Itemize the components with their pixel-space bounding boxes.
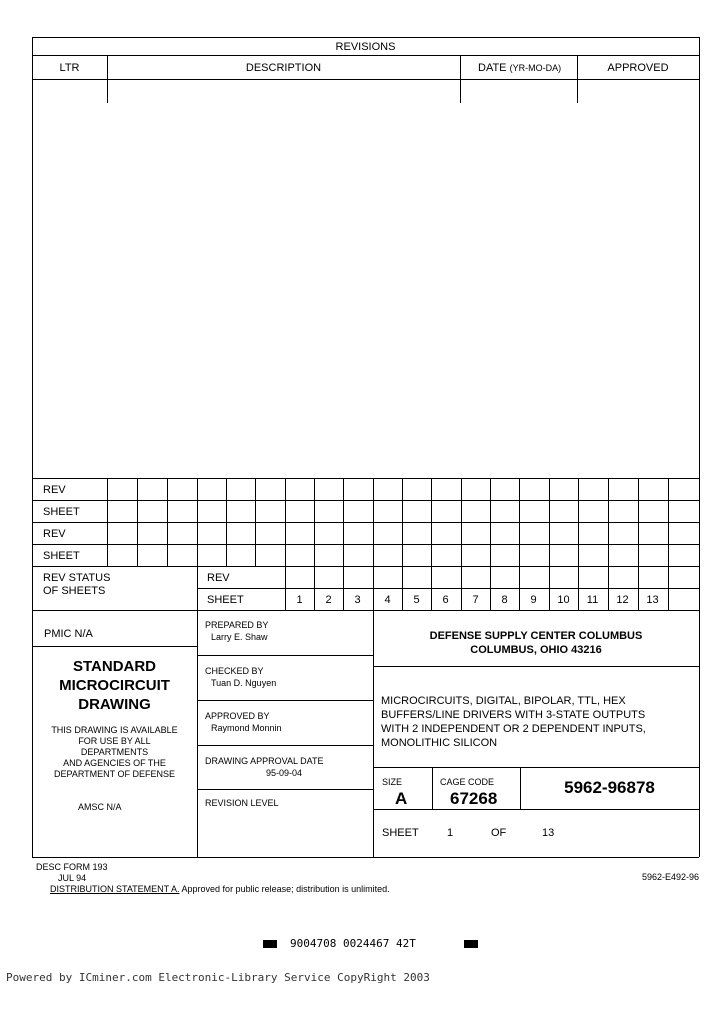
col-date-format: (YR-MO-DA) — [509, 63, 562, 73]
col-date-header — [478, 62, 561, 74]
sheet-number-cell: 8 — [501, 594, 508, 606]
form-date: JUL 94 — [58, 873, 87, 883]
sheet-number-cell: 3 — [354, 594, 361, 606]
col-ltr-header: LTR — [59, 62, 80, 74]
drawing-title-line: DRAWING — [78, 696, 151, 713]
revisions-title: REVISIONS — [335, 41, 396, 53]
availability-line: DEPARTMENTS — [80, 747, 149, 757]
drawing-title-line: STANDARD — [72, 658, 157, 675]
barcode-mark-right — [464, 940, 478, 948]
sheet-number-cell: 10 — [557, 594, 570, 606]
distribution-statement — [50, 884, 390, 894]
sheet-number-cell: 6 — [442, 594, 449, 606]
drawing-description-line: BUFFERS/LINE DRIVERS WITH 3-STATE OUTPUTS — [381, 709, 646, 721]
drawing-number: 5962-96878 — [564, 778, 655, 797]
barcode-mark-left — [263, 940, 277, 948]
checked-by-name: Tuan D. Nguyen — [211, 678, 277, 688]
approval-date-label: DRAWING APPROVAL DATE — [205, 756, 324, 766]
sheet-number-cell: 12 — [616, 594, 629, 606]
agency-name: DEFENSE SUPPLY CENTER COLUMBUS — [429, 630, 643, 642]
sheet-number-cell: 7 — [472, 594, 479, 606]
distribution-text: Approved for public release; distribution is unlimited. — [181, 884, 390, 894]
rev-status-sheet-label: SHEET — [207, 594, 244, 606]
distribution-label: DISTRIBUTION STATEMENT A. — [50, 884, 180, 894]
barcode-text: 9004708 0024467 42T — [290, 937, 416, 950]
sheet-number-cell: 13 — [646, 594, 659, 606]
pmic-label: PMIC N/A — [44, 628, 93, 640]
sheet-number-cell: 2 — [325, 594, 332, 606]
drawing-description-line: MONOLITHIC SILICON — [381, 737, 498, 749]
prepared-by-label: PREPARED BY — [205, 620, 269, 630]
col-approved-header: APPROVED — [607, 62, 669, 74]
sheet-number-cell: 4 — [384, 594, 391, 606]
sheet-number-cell: 1 — [296, 594, 303, 606]
approval-date-value: 95-09-04 — [266, 768, 303, 778]
availability-line: DEPARTMENT OF DEFENSE — [53, 769, 176, 779]
drawing-description-line: WITH 2 INDEPENDENT OR 2 DEPENDENT INPUTS, — [381, 723, 646, 735]
rev-status-label: REV STATUS — [43, 572, 111, 584]
agency-address: COLUMBUS, OHIO 43216 — [470, 644, 602, 656]
col-description-header: DESCRIPTION — [245, 62, 322, 74]
prepared-by-name: Larry E. Shaw — [211, 632, 268, 642]
col-date-label: DATE — [478, 62, 507, 74]
total-sheets: 13 — [542, 827, 555, 839]
rev-row-label-1: REV — [43, 484, 66, 496]
size-value: A — [395, 789, 408, 808]
sheet-number-cell: 9 — [530, 594, 537, 606]
sheet-number-cell: 11 — [586, 594, 599, 606]
drawing-description-line: MICROCIRCUITS, DIGITAL, BIPOLAR, TTL, HEX — [381, 695, 626, 707]
cage-code-label: CAGE CODE — [440, 777, 495, 787]
rev-row-label-2: REV — [43, 528, 66, 540]
approved-by-name: Raymond Monnin — [211, 723, 282, 733]
availability-line: THIS DRAWING IS AVAILABLE — [51, 725, 178, 735]
sheet-number-cell: 5 — [413, 594, 420, 606]
sheet-row-label-2: SHEET — [43, 550, 80, 562]
sheet-value: 1 — [447, 827, 454, 839]
availability-line: AND AGENCIES OF THE — [63, 758, 166, 768]
sheet-label: SHEET — [382, 827, 419, 839]
size-label: SIZE — [382, 777, 403, 787]
availability-line: FOR USE BY ALL — [78, 736, 151, 746]
revision-level-label: REVISION LEVEL — [205, 798, 279, 808]
rev-status-rev-label: REV — [207, 572, 230, 584]
cage-code-value: 67268 — [450, 789, 498, 808]
checked-by-label: CHECKED BY — [205, 666, 264, 676]
amsc-label: AMSC N/A — [78, 802, 122, 812]
sheet-row-label-1: SHEET — [43, 506, 80, 518]
of-sheets-label: OF SHEETS — [43, 585, 106, 597]
form-number: DESC FORM 193 — [36, 862, 108, 872]
doc-code: 5962-E492-96 — [642, 872, 700, 882]
approved-by-label: APPROVED BY — [205, 711, 270, 721]
powered-by-notice: Powered by ICminer.com Electronic-Library Service CopyRight 2003 — [6, 971, 430, 984]
drawing-title-line: MICROCIRCUIT — [59, 677, 170, 694]
of-label: OF — [491, 827, 507, 839]
